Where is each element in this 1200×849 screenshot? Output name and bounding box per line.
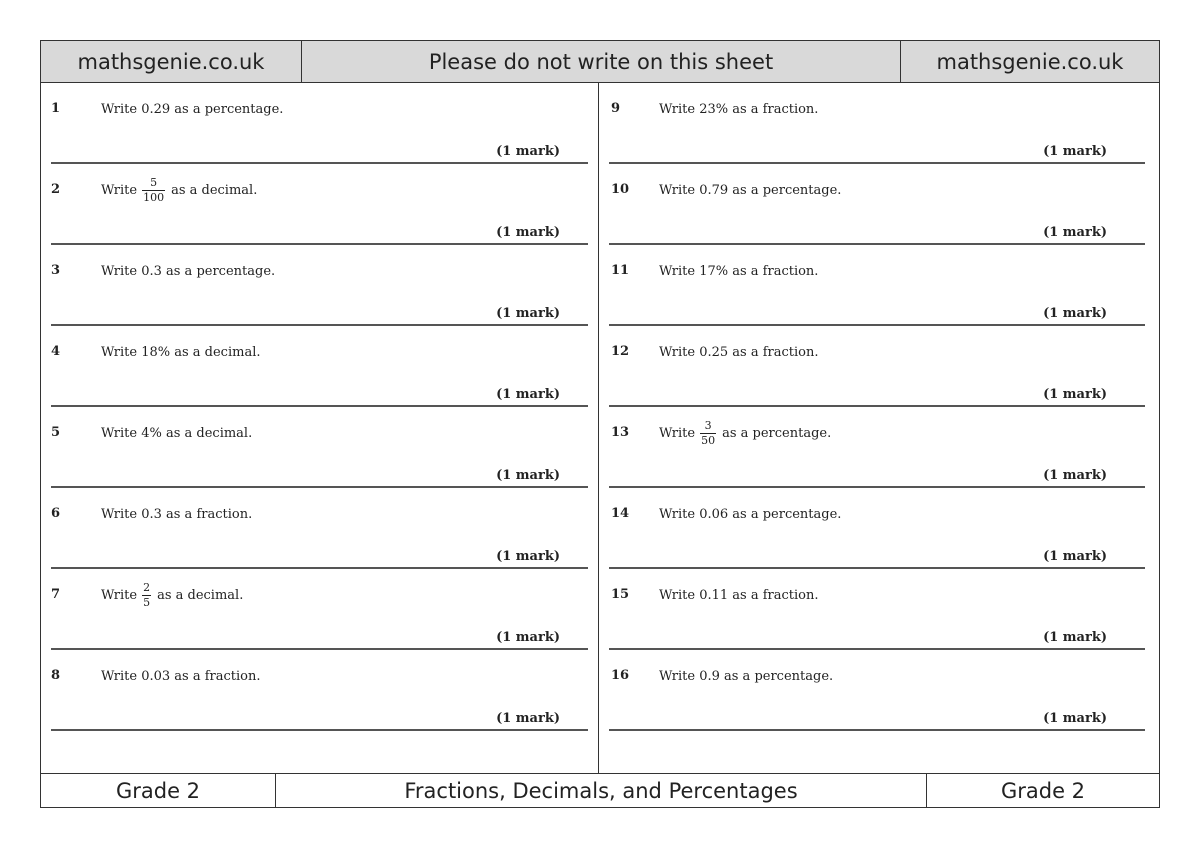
mark-label: (1 mark) bbox=[1043, 306, 1107, 321]
mark-label: (1 mark) bbox=[496, 549, 560, 564]
question-text bbox=[101, 423, 252, 443]
question-number: 15 bbox=[611, 587, 630, 602]
question-text bbox=[101, 99, 283, 119]
question-number: 1 bbox=[51, 101, 61, 116]
question-text-pre: Write 0.3 as a fraction. bbox=[101, 506, 253, 522]
question-item bbox=[599, 164, 1159, 245]
question-text-pre: Write 18% as a decimal. bbox=[101, 344, 261, 360]
question-number: 6 bbox=[51, 506, 61, 521]
question-text-pre: Write 0.03 as a fraction. bbox=[101, 668, 261, 684]
mark-label: (1 mark) bbox=[1043, 549, 1107, 564]
question-text bbox=[659, 342, 819, 362]
mark-label: (1 mark) bbox=[1043, 630, 1107, 645]
mark-label: (1 mark) bbox=[496, 468, 560, 483]
question-number: 8 bbox=[51, 668, 61, 683]
questions-area bbox=[41, 83, 1159, 775]
question-item bbox=[41, 245, 598, 326]
question-text bbox=[659, 666, 833, 686]
header-bar bbox=[41, 41, 1159, 83]
fraction-numerator: 5 bbox=[150, 175, 158, 189]
question-number: 9 bbox=[611, 101, 621, 116]
question-text-post: as a decimal. bbox=[157, 587, 244, 603]
questions-left-column bbox=[41, 83, 598, 731]
header-site-left: mathsgenie.co.uk bbox=[77, 49, 265, 74]
answer-divider bbox=[609, 729, 1145, 731]
mark-label: (1 mark) bbox=[496, 387, 560, 402]
question-text bbox=[659, 585, 819, 605]
mark-label: (1 mark) bbox=[1043, 468, 1107, 483]
question-item bbox=[599, 488, 1159, 569]
question-item bbox=[599, 326, 1159, 407]
question-text bbox=[659, 418, 832, 447]
question-text-post: as a decimal. bbox=[171, 182, 258, 198]
header-notice: Please do not write on this sheet bbox=[301, 41, 900, 82]
question-item bbox=[41, 488, 598, 569]
question-number: 11 bbox=[611, 263, 630, 278]
question-text bbox=[659, 261, 818, 281]
fraction-denominator: 100 bbox=[143, 190, 165, 204]
question-number: 12 bbox=[611, 344, 630, 359]
mark-label: (1 mark) bbox=[496, 225, 560, 240]
question-item bbox=[599, 569, 1159, 650]
question-item bbox=[41, 569, 598, 650]
question-text bbox=[101, 666, 261, 686]
question-number: 13 bbox=[611, 425, 630, 440]
question-text-pre: Write 0.79 as a percentage. bbox=[659, 182, 842, 198]
question-text-post: as a percentage. bbox=[722, 425, 832, 441]
mark-label: (1 mark) bbox=[496, 630, 560, 645]
question-text bbox=[101, 504, 252, 524]
question-text bbox=[101, 342, 261, 362]
question-number: 3 bbox=[51, 263, 61, 278]
mark-label: (1 mark) bbox=[496, 306, 560, 321]
fraction-numerator: 2 bbox=[143, 580, 151, 594]
worksheet bbox=[40, 40, 1160, 808]
question-item bbox=[599, 650, 1159, 731]
questions-right-column bbox=[599, 83, 1159, 731]
question-text-pre: Write bbox=[659, 425, 696, 441]
question-text bbox=[101, 175, 258, 204]
question-text-pre: Write 0.9 as a percentage. bbox=[659, 668, 834, 684]
question-item bbox=[599, 407, 1159, 488]
mark-label: (1 mark) bbox=[1043, 225, 1107, 240]
question-item bbox=[41, 326, 598, 407]
fraction-numerator: 3 bbox=[704, 418, 712, 432]
footer-bar bbox=[41, 773, 1159, 807]
question-text-pre: Write 0.25 as a fraction. bbox=[659, 344, 819, 360]
question-text-pre: Write bbox=[101, 587, 138, 603]
footer-grade-left: Grade 2 bbox=[115, 778, 201, 803]
mark-label: (1 mark) bbox=[1043, 711, 1107, 726]
question-item bbox=[41, 407, 598, 488]
question-text bbox=[659, 180, 841, 200]
question-item bbox=[41, 650, 598, 731]
question-number: 10 bbox=[611, 182, 630, 197]
question-number: 7 bbox=[51, 587, 61, 602]
fraction bbox=[142, 177, 165, 204]
question-text-pre: Write 23% as a fraction. bbox=[659, 101, 819, 117]
footer-grade-right: Grade 2 bbox=[926, 774, 1159, 807]
question-item bbox=[599, 245, 1159, 326]
question-number: 16 bbox=[611, 668, 630, 683]
question-text-pre: Write 0.3 as a percentage. bbox=[101, 263, 276, 279]
mark-label: (1 mark) bbox=[1043, 387, 1107, 402]
question-number: 14 bbox=[611, 506, 630, 521]
question-text bbox=[101, 261, 275, 281]
fraction bbox=[142, 582, 151, 609]
question-text bbox=[101, 580, 244, 609]
question-text-pre: Write 17% as a fraction. bbox=[659, 263, 819, 279]
question-text-pre: Write 0.29 as a percentage. bbox=[101, 101, 284, 117]
question-item bbox=[41, 83, 598, 164]
fraction-denominator: 50 bbox=[701, 433, 716, 447]
footer-topic: Fractions, Decimals, and Percentages bbox=[275, 774, 926, 807]
question-text bbox=[659, 99, 818, 119]
question-item bbox=[599, 83, 1159, 164]
question-item bbox=[41, 164, 598, 245]
question-text-pre: Write 0.11 as a fraction. bbox=[659, 587, 819, 603]
mark-label: (1 mark) bbox=[496, 144, 560, 159]
question-number: 2 bbox=[51, 182, 61, 197]
question-number: 5 bbox=[51, 425, 61, 440]
mark-label: (1 mark) bbox=[1043, 144, 1107, 159]
question-text bbox=[659, 504, 841, 524]
question-text-pre: Write 4% as a decimal. bbox=[101, 425, 253, 441]
mark-label: (1 mark) bbox=[496, 711, 560, 726]
fraction bbox=[700, 420, 716, 447]
question-text-pre: Write 0.06 as a percentage. bbox=[659, 506, 842, 522]
header-site-right: mathsgenie.co.uk bbox=[900, 41, 1159, 82]
question-text-pre: Write bbox=[101, 182, 138, 198]
question-number: 4 bbox=[51, 344, 61, 359]
fraction-denominator: 5 bbox=[143, 595, 151, 609]
answer-divider bbox=[51, 729, 588, 731]
